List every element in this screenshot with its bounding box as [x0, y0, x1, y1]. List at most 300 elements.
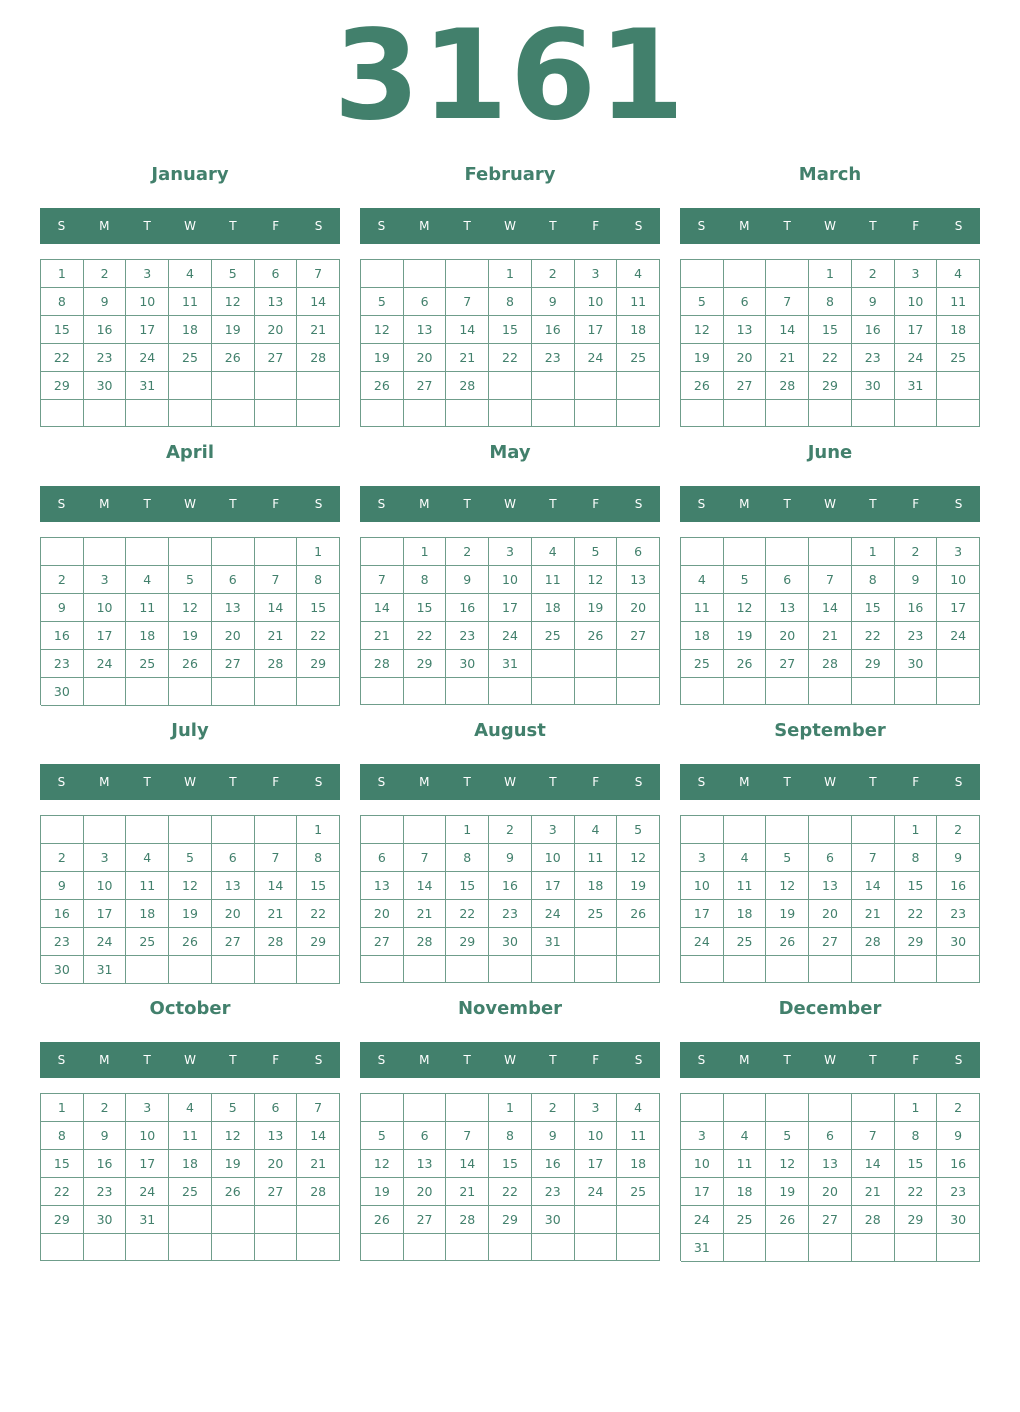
day-cell[interactable]: 4	[532, 538, 575, 566]
day-cell[interactable]: 20	[766, 622, 809, 650]
day-cell[interactable]: 1	[41, 1094, 84, 1122]
day-cell[interactable]: 4	[937, 260, 980, 288]
day-cell[interactable]: 8	[297, 844, 340, 872]
day-cell[interactable]: 28	[297, 344, 340, 372]
day-cell[interactable]: 12	[575, 566, 618, 594]
day-cell[interactable]: 30	[489, 928, 532, 956]
day-cell[interactable]: 10	[895, 288, 938, 316]
day-cell[interactable]: 5	[212, 260, 255, 288]
day-cell[interactable]: 12	[169, 872, 212, 900]
day-cell[interactable]: 21	[297, 316, 340, 344]
day-cell[interactable]: 18	[126, 622, 169, 650]
day-cell[interactable]: 28	[852, 928, 895, 956]
day-cell[interactable]: 23	[84, 344, 127, 372]
day-cell[interactable]: 29	[895, 928, 938, 956]
day-cell[interactable]: 26	[169, 650, 212, 678]
day-cell[interactable]: 10	[84, 594, 127, 622]
day-cell[interactable]: 7	[297, 1094, 340, 1122]
day-cell[interactable]: 15	[446, 872, 489, 900]
day-cell[interactable]: 20	[212, 900, 255, 928]
day-cell[interactable]: 16	[489, 872, 532, 900]
day-cell[interactable]: 17	[575, 1150, 618, 1178]
day-cell[interactable]: 20	[809, 1178, 852, 1206]
day-cell[interactable]: 30	[41, 678, 84, 706]
day-cell[interactable]: 31	[126, 1206, 169, 1234]
day-cell[interactable]: 1	[489, 260, 532, 288]
day-cell[interactable]: 19	[169, 622, 212, 650]
day-cell[interactable]: 6	[724, 288, 767, 316]
day-cell[interactable]: 20	[361, 900, 404, 928]
day-cell[interactable]: 14	[852, 872, 895, 900]
day-cell[interactable]: 12	[766, 872, 809, 900]
day-cell[interactable]: 22	[297, 900, 340, 928]
day-cell[interactable]: 1	[895, 1094, 938, 1122]
day-cell[interactable]: 10	[575, 288, 618, 316]
day-cell[interactable]: 19	[361, 344, 404, 372]
day-cell[interactable]: 15	[489, 316, 532, 344]
day-cell[interactable]: 14	[297, 1122, 340, 1150]
day-cell[interactable]: 29	[297, 928, 340, 956]
day-cell[interactable]: 10	[681, 872, 724, 900]
day-cell[interactable]: 20	[255, 1150, 298, 1178]
day-cell[interactable]: 14	[446, 1150, 489, 1178]
day-cell[interactable]: 1	[809, 260, 852, 288]
day-cell[interactable]: 13	[809, 872, 852, 900]
day-cell[interactable]: 15	[809, 316, 852, 344]
day-cell[interactable]: 26	[766, 1206, 809, 1234]
day-cell[interactable]: 15	[489, 1150, 532, 1178]
day-cell[interactable]: 21	[255, 900, 298, 928]
day-cell[interactable]: 6	[617, 538, 660, 566]
day-cell[interactable]: 13	[361, 872, 404, 900]
day-cell[interactable]: 7	[852, 844, 895, 872]
day-cell[interactable]: 9	[41, 594, 84, 622]
day-cell[interactable]: 31	[681, 1234, 724, 1262]
day-cell[interactable]: 13	[212, 594, 255, 622]
day-cell[interactable]: 18	[681, 622, 724, 650]
day-cell[interactable]: 20	[617, 594, 660, 622]
day-cell[interactable]: 28	[446, 1206, 489, 1234]
day-cell[interactable]: 14	[809, 594, 852, 622]
day-cell[interactable]: 4	[169, 260, 212, 288]
day-cell[interactable]: 3	[575, 1094, 618, 1122]
day-cell[interactable]: 24	[532, 900, 575, 928]
day-cell[interactable]: 27	[404, 372, 447, 400]
day-cell[interactable]: 17	[681, 1178, 724, 1206]
day-cell[interactable]: 29	[895, 1206, 938, 1234]
day-cell[interactable]: 22	[852, 622, 895, 650]
day-cell[interactable]: 19	[766, 900, 809, 928]
day-cell[interactable]: 9	[84, 288, 127, 316]
day-cell[interactable]: 17	[895, 316, 938, 344]
day-cell[interactable]: 3	[84, 566, 127, 594]
day-cell[interactable]: 25	[575, 900, 618, 928]
day-cell[interactable]: 26	[724, 650, 767, 678]
day-cell[interactable]: 21	[404, 900, 447, 928]
day-cell[interactable]: 13	[617, 566, 660, 594]
day-cell[interactable]: 19	[212, 316, 255, 344]
day-cell[interactable]: 17	[84, 622, 127, 650]
day-cell[interactable]: 3	[84, 844, 127, 872]
day-cell[interactable]: 14	[297, 288, 340, 316]
day-cell[interactable]: 6	[212, 844, 255, 872]
day-cell[interactable]: 22	[489, 344, 532, 372]
day-cell[interactable]: 15	[895, 1150, 938, 1178]
day-cell[interactable]: 10	[84, 872, 127, 900]
day-cell[interactable]: 8	[489, 288, 532, 316]
day-cell[interactable]: 12	[681, 316, 724, 344]
day-cell[interactable]: 6	[212, 566, 255, 594]
day-cell[interactable]: 27	[617, 622, 660, 650]
day-cell[interactable]: 7	[809, 566, 852, 594]
day-cell[interactable]: 22	[41, 1178, 84, 1206]
day-cell[interactable]: 11	[126, 594, 169, 622]
day-cell[interactable]: 8	[41, 1122, 84, 1150]
day-cell[interactable]: 8	[809, 288, 852, 316]
day-cell[interactable]: 22	[404, 622, 447, 650]
day-cell[interactable]: 3	[937, 538, 980, 566]
day-cell[interactable]: 7	[361, 566, 404, 594]
day-cell[interactable]: 17	[937, 594, 980, 622]
day-cell[interactable]: 9	[489, 844, 532, 872]
day-cell[interactable]: 10	[489, 566, 532, 594]
day-cell[interactable]: 29	[297, 650, 340, 678]
day-cell[interactable]: 4	[617, 260, 660, 288]
day-cell[interactable]: 24	[681, 928, 724, 956]
day-cell[interactable]: 4	[126, 566, 169, 594]
day-cell[interactable]: 24	[126, 344, 169, 372]
day-cell[interactable]: 15	[41, 1150, 84, 1178]
day-cell[interactable]: 6	[404, 288, 447, 316]
day-cell[interactable]: 15	[404, 594, 447, 622]
day-cell[interactable]: 2	[937, 816, 980, 844]
day-cell[interactable]: 27	[255, 1178, 298, 1206]
day-cell[interactable]: 15	[895, 872, 938, 900]
day-cell[interactable]: 8	[895, 844, 938, 872]
day-cell[interactable]: 12	[766, 1150, 809, 1178]
day-cell[interactable]: 17	[489, 594, 532, 622]
day-cell[interactable]: 27	[255, 344, 298, 372]
day-cell[interactable]: 11	[575, 844, 618, 872]
day-cell[interactable]: 9	[852, 288, 895, 316]
day-cell[interactable]: 2	[852, 260, 895, 288]
day-cell[interactable]: 10	[575, 1122, 618, 1150]
day-cell[interactable]: 12	[212, 1122, 255, 1150]
day-cell[interactable]: 29	[809, 372, 852, 400]
day-cell[interactable]: 27	[724, 372, 767, 400]
day-cell[interactable]: 18	[169, 316, 212, 344]
day-cell[interactable]: 6	[255, 1094, 298, 1122]
day-cell[interactable]: 14	[404, 872, 447, 900]
day-cell[interactable]: 11	[126, 872, 169, 900]
day-cell[interactable]: 12	[212, 288, 255, 316]
day-cell[interactable]: 21	[255, 622, 298, 650]
day-cell[interactable]: 18	[724, 900, 767, 928]
day-cell[interactable]: 23	[937, 900, 980, 928]
day-cell[interactable]: 16	[41, 622, 84, 650]
day-cell[interactable]: 26	[617, 900, 660, 928]
day-cell[interactable]: 24	[575, 344, 618, 372]
day-cell[interactable]: 15	[297, 594, 340, 622]
day-cell[interactable]: 24	[681, 1206, 724, 1234]
day-cell[interactable]: 15	[297, 872, 340, 900]
day-cell[interactable]: 25	[126, 650, 169, 678]
day-cell[interactable]: 7	[766, 288, 809, 316]
day-cell[interactable]: 25	[724, 1206, 767, 1234]
day-cell[interactable]: 28	[297, 1178, 340, 1206]
day-cell[interactable]: 17	[532, 872, 575, 900]
day-cell[interactable]: 22	[489, 1178, 532, 1206]
day-cell[interactable]: 18	[937, 316, 980, 344]
day-cell[interactable]: 10	[681, 1150, 724, 1178]
day-cell[interactable]: 14	[255, 594, 298, 622]
day-cell[interactable]: 1	[41, 260, 84, 288]
day-cell[interactable]: 16	[84, 1150, 127, 1178]
day-cell[interactable]: 23	[41, 650, 84, 678]
day-cell[interactable]: 23	[446, 622, 489, 650]
day-cell[interactable]: 3	[532, 816, 575, 844]
day-cell[interactable]: 7	[255, 844, 298, 872]
day-cell[interactable]: 14	[446, 316, 489, 344]
day-cell[interactable]: 2	[84, 260, 127, 288]
day-cell[interactable]: 10	[532, 844, 575, 872]
day-cell[interactable]: 20	[404, 1178, 447, 1206]
day-cell[interactable]: 16	[41, 900, 84, 928]
day-cell[interactable]: 19	[724, 622, 767, 650]
day-cell[interactable]: 24	[84, 928, 127, 956]
day-cell[interactable]: 2	[532, 260, 575, 288]
day-cell[interactable]: 16	[84, 316, 127, 344]
day-cell[interactable]: 9	[937, 1122, 980, 1150]
day-cell[interactable]: 5	[169, 844, 212, 872]
day-cell[interactable]: 22	[41, 344, 84, 372]
day-cell[interactable]: 20	[809, 900, 852, 928]
day-cell[interactable]: 13	[404, 316, 447, 344]
day-cell[interactable]: 22	[895, 1178, 938, 1206]
day-cell[interactable]: 21	[361, 622, 404, 650]
day-cell[interactable]: 26	[212, 344, 255, 372]
day-cell[interactable]: 12	[617, 844, 660, 872]
day-cell[interactable]: 6	[255, 260, 298, 288]
day-cell[interactable]: 19	[212, 1150, 255, 1178]
day-cell[interactable]: 18	[532, 594, 575, 622]
day-cell[interactable]: 16	[446, 594, 489, 622]
day-cell[interactable]: 9	[532, 288, 575, 316]
day-cell[interactable]: 27	[766, 650, 809, 678]
day-cell[interactable]: 23	[532, 344, 575, 372]
day-cell[interactable]: 18	[617, 316, 660, 344]
day-cell[interactable]: 30	[937, 1206, 980, 1234]
day-cell[interactable]: 28	[446, 372, 489, 400]
day-cell[interactable]: 27	[404, 1206, 447, 1234]
day-cell[interactable]: 29	[41, 372, 84, 400]
day-cell[interactable]: 8	[446, 844, 489, 872]
day-cell[interactable]: 17	[126, 316, 169, 344]
day-cell[interactable]: 3	[681, 1122, 724, 1150]
day-cell[interactable]: 13	[255, 288, 298, 316]
day-cell[interactable]: 6	[809, 844, 852, 872]
day-cell[interactable]: 13	[255, 1122, 298, 1150]
day-cell[interactable]: 26	[361, 1206, 404, 1234]
day-cell[interactable]: 27	[212, 650, 255, 678]
day-cell[interactable]: 1	[489, 1094, 532, 1122]
day-cell[interactable]: 23	[84, 1178, 127, 1206]
day-cell[interactable]: 12	[361, 316, 404, 344]
day-cell[interactable]: 7	[446, 288, 489, 316]
day-cell[interactable]: 31	[532, 928, 575, 956]
day-cell[interactable]: 29	[446, 928, 489, 956]
day-cell[interactable]: 14	[766, 316, 809, 344]
day-cell[interactable]: 5	[681, 288, 724, 316]
day-cell[interactable]: 5	[766, 1122, 809, 1150]
day-cell[interactable]: 22	[297, 622, 340, 650]
day-cell[interactable]: 5	[766, 844, 809, 872]
day-cell[interactable]: 26	[169, 928, 212, 956]
day-cell[interactable]: 20	[404, 344, 447, 372]
day-cell[interactable]: 28	[766, 372, 809, 400]
day-cell[interactable]: 5	[361, 288, 404, 316]
day-cell[interactable]: 13	[212, 872, 255, 900]
day-cell[interactable]: 24	[895, 344, 938, 372]
day-cell[interactable]: 3	[681, 844, 724, 872]
day-cell[interactable]: 22	[446, 900, 489, 928]
day-cell[interactable]: 23	[852, 344, 895, 372]
day-cell[interactable]: 17	[126, 1150, 169, 1178]
day-cell[interactable]: 30	[41, 956, 84, 984]
day-cell[interactable]: 8	[895, 1122, 938, 1150]
day-cell[interactable]: 28	[404, 928, 447, 956]
day-cell[interactable]: 27	[809, 1206, 852, 1234]
day-cell[interactable]: 31	[489, 650, 532, 678]
day-cell[interactable]: 1	[895, 816, 938, 844]
day-cell[interactable]: 31	[126, 372, 169, 400]
day-cell[interactable]: 28	[255, 928, 298, 956]
day-cell[interactable]: 27	[212, 928, 255, 956]
day-cell[interactable]: 5	[169, 566, 212, 594]
day-cell[interactable]: 19	[361, 1178, 404, 1206]
day-cell[interactable]: 24	[937, 622, 980, 650]
day-cell[interactable]: 28	[809, 650, 852, 678]
day-cell[interactable]: 9	[895, 566, 938, 594]
day-cell[interactable]: 10	[126, 288, 169, 316]
day-cell[interactable]: 26	[212, 1178, 255, 1206]
day-cell[interactable]: 25	[532, 622, 575, 650]
day-cell[interactable]: 13	[724, 316, 767, 344]
day-cell[interactable]: 8	[41, 288, 84, 316]
day-cell[interactable]: 11	[169, 288, 212, 316]
day-cell[interactable]: 15	[41, 316, 84, 344]
day-cell[interactable]: 5	[212, 1094, 255, 1122]
day-cell[interactable]: 14	[361, 594, 404, 622]
day-cell[interactable]: 6	[809, 1122, 852, 1150]
day-cell[interactable]: 26	[766, 928, 809, 956]
day-cell[interactable]: 26	[575, 622, 618, 650]
day-cell[interactable]: 11	[937, 288, 980, 316]
day-cell[interactable]: 16	[852, 316, 895, 344]
day-cell[interactable]: 21	[852, 1178, 895, 1206]
day-cell[interactable]: 23	[532, 1178, 575, 1206]
day-cell[interactable]: 30	[84, 372, 127, 400]
day-cell[interactable]: 11	[617, 288, 660, 316]
day-cell[interactable]: 11	[169, 1122, 212, 1150]
day-cell[interactable]: 30	[852, 372, 895, 400]
day-cell[interactable]: 4	[681, 566, 724, 594]
day-cell[interactable]: 20	[724, 344, 767, 372]
day-cell[interactable]: 25	[169, 344, 212, 372]
day-cell[interactable]: 6	[404, 1122, 447, 1150]
day-cell[interactable]: 1	[446, 816, 489, 844]
day-cell[interactable]: 3	[489, 538, 532, 566]
day-cell[interactable]: 30	[895, 650, 938, 678]
day-cell[interactable]: 18	[126, 900, 169, 928]
day-cell[interactable]: 27	[361, 928, 404, 956]
day-cell[interactable]: 19	[681, 344, 724, 372]
day-cell[interactable]: 21	[297, 1150, 340, 1178]
day-cell[interactable]: 20	[212, 622, 255, 650]
day-cell[interactable]: 28	[361, 650, 404, 678]
day-cell[interactable]: 29	[41, 1206, 84, 1234]
day-cell[interactable]: 1	[297, 816, 340, 844]
day-cell[interactable]: 7	[404, 844, 447, 872]
day-cell[interactable]: 2	[489, 816, 532, 844]
day-cell[interactable]: 11	[681, 594, 724, 622]
day-cell[interactable]: 2	[41, 844, 84, 872]
day-cell[interactable]: 22	[895, 900, 938, 928]
day-cell[interactable]: 7	[852, 1122, 895, 1150]
day-cell[interactable]: 30	[937, 928, 980, 956]
day-cell[interactable]: 29	[404, 650, 447, 678]
day-cell[interactable]: 2	[84, 1094, 127, 1122]
day-cell[interactable]: 25	[617, 344, 660, 372]
day-cell[interactable]: 17	[575, 316, 618, 344]
day-cell[interactable]: 16	[937, 872, 980, 900]
day-cell[interactable]: 1	[404, 538, 447, 566]
day-cell[interactable]: 17	[84, 900, 127, 928]
day-cell[interactable]: 9	[532, 1122, 575, 1150]
day-cell[interactable]: 20	[255, 316, 298, 344]
day-cell[interactable]: 2	[895, 538, 938, 566]
day-cell[interactable]: 25	[126, 928, 169, 956]
day-cell[interactable]: 30	[446, 650, 489, 678]
day-cell[interactable]: 9	[937, 844, 980, 872]
day-cell[interactable]: 16	[937, 1150, 980, 1178]
day-cell[interactable]: 6	[766, 566, 809, 594]
day-cell[interactable]: 10	[126, 1122, 169, 1150]
day-cell[interactable]: 13	[766, 594, 809, 622]
day-cell[interactable]: 14	[852, 1150, 895, 1178]
day-cell[interactable]: 11	[724, 1150, 767, 1178]
day-cell[interactable]: 11	[617, 1122, 660, 1150]
day-cell[interactable]: 21	[852, 900, 895, 928]
day-cell[interactable]: 25	[681, 650, 724, 678]
day-cell[interactable]: 18	[617, 1150, 660, 1178]
day-cell[interactable]: 19	[617, 872, 660, 900]
day-cell[interactable]: 19	[575, 594, 618, 622]
day-cell[interactable]: 23	[937, 1178, 980, 1206]
day-cell[interactable]: 24	[575, 1178, 618, 1206]
day-cell[interactable]: 4	[575, 816, 618, 844]
day-cell[interactable]: 4	[126, 844, 169, 872]
day-cell[interactable]: 7	[297, 260, 340, 288]
day-cell[interactable]: 16	[895, 594, 938, 622]
day-cell[interactable]: 8	[404, 566, 447, 594]
day-cell[interactable]: 12	[361, 1150, 404, 1178]
day-cell[interactable]: 13	[809, 1150, 852, 1178]
day-cell[interactable]: 18	[169, 1150, 212, 1178]
day-cell[interactable]: 7	[446, 1122, 489, 1150]
day-cell[interactable]: 8	[489, 1122, 532, 1150]
day-cell[interactable]: 18	[724, 1178, 767, 1206]
